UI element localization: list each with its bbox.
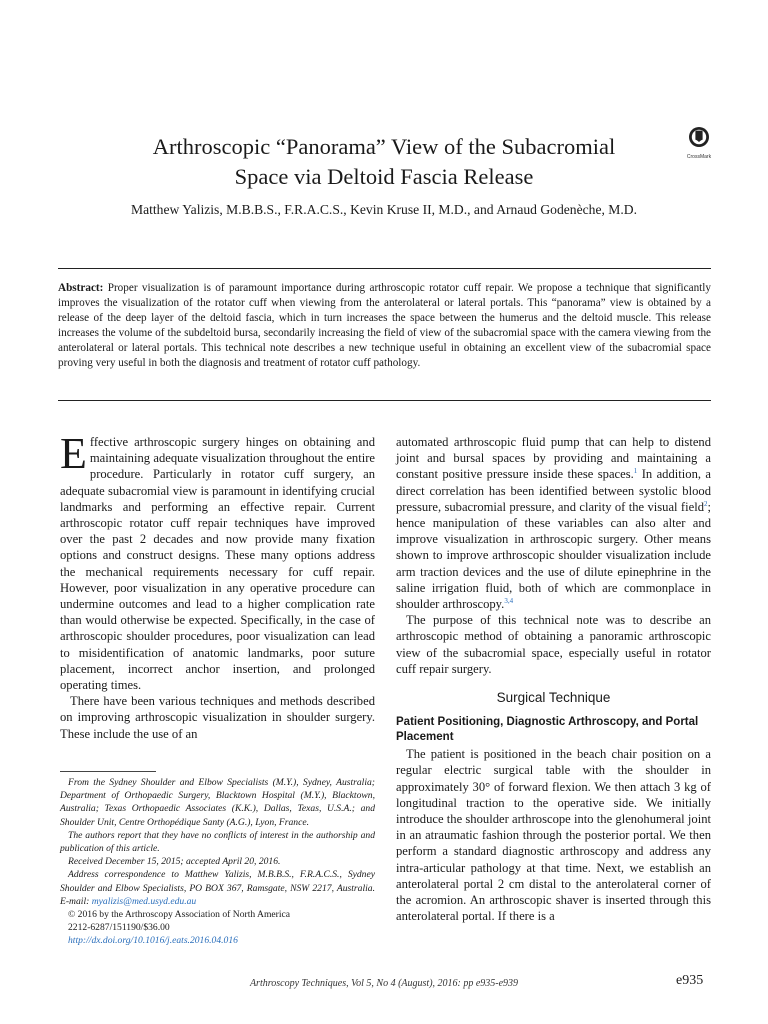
article-title (90, 132, 678, 192)
title-line-2: Space via Deltoid Fascia Release (234, 164, 534, 189)
reference-link-2[interactable]: 2 (704, 499, 708, 508)
footnote-rule (60, 771, 156, 772)
section-heading: Surgical Technique (496, 690, 611, 706)
intro-paragraph-2: There have been various techniques and methods described on improving arthroscopic visualization in shoulder surgery. These include the use of an (60, 694, 375, 741)
footnote-conflicts: The authors report that they have no conflicts of interest in the authorship and publication of this article. (60, 829, 375, 855)
crossmark-icon (688, 126, 710, 148)
abstract-text: Proper visualization is of paramount importance during arthroscopic rotator cuff repair. We propose a technique that significantly improves the visualization of the rotator cuff when viewing from the anterolateral or lateral portals. This “panorama” view is obtained by a release of the deep layer of the deltoid fascia, which in turn increases the space between the humerus and the deltoid muscle. This release increases the volume of the subdeltoid bursa, secondarily increasing the field of view of the subacromial space with the camera viewing from the anterolateral or lateral portals. This technical note describes a new technique useful in obtaining an excellent view of the subacromial space proving very useful in both the diagnosis and treatment of rotator cuff pathology. (58, 282, 711, 369)
page-number: e935 (676, 973, 704, 988)
intro-paragraph-4: The purpose of this technical note was to describe an arthroscopic method of obtaining a panoramic arthroscopic view of the subacromial space, especially useful in rotator cuff repair surgery. (396, 613, 711, 676)
footnote-affiliations: From the Sydney Shoulder and Elbow Specialists (M.Y.), Sydney, Australia; Department of Orthopaedic Surgery, Blacktown Hospital (M.Y.), Blacktown, Australia; Texas Orthopaedic Associates (K.K.), Dallas, Texas, U.S.A.; and Shoulder Unit, Centre Orthopédique Santy (A.G.), Lyon, France. (60, 777, 375, 828)
drop-cap: E (60, 429, 87, 478)
abstract (58, 281, 711, 371)
footnote-copyright: © 2016 by the Arthroscopy Association of North America (68, 909, 291, 921)
abstract-top-rule (58, 268, 711, 269)
running-footer: Arthroscopy Techniques, Vol 5, No 4 (August), 2016: pp e935-e939 (249, 978, 519, 989)
footnote-received: Received December 15, 2015; accepted April 20, 2016. (68, 856, 281, 868)
reference-link-1[interactable]: 1 (633, 467, 638, 476)
author-list: Matthew Yalizis, M.B.B.S., F.R.A.C.S., Kevin Kruse II, M.D., and Arnaud Godenèche, M.D. (130, 202, 637, 217)
title-line-1: Arthroscopic “Panorama” View of the Subacromial (152, 134, 616, 159)
footnote-doi-link[interactable]: http://dx.doi.org/10.1016/j.eats.2016.04.016 (68, 935, 238, 947)
abstract-label: Abstract: (58, 282, 104, 294)
abstract-bottom-rule (58, 400, 711, 401)
technique-paragraph-1: The patient is positioned in the beach chair position on a regular electric surgical table with the shoulder in approximately 30° of forward flexion. We then attach 3 kg of longitudinal traction to the operative side. We initially introduce the shoulder arthroscope into the glenohumeral joint in an atraumatic fashion through the posterior portal. We then perform a standard diagnostic arthroscopy and address any intra-articular pathology at that time. Next, we establish an anterolateral portal 2 cm distal to the anterolateral corner of the acromion. An arthroscopic shaver is inserted through this anterolateral portal. If there is a (396, 747, 711, 924)
intro-paragraph-1: Effective arthroscopic surgery hinges on obtaining and maintaining adequate visualization throughout the entire procedure. Particularly in rotator cuff surgery, an adequate subacromial view is paramount in identifying crucial landmarks and performing an effective repair. Current arthroscopic rotator cuff repair techniques have improved over the past 2 decades and now provide many fixation options and construct designs. These many options address the mechanical requirements necessary for cuff repair. However, poor visualization in any operative procedure can undermine outcomes and lead to a higher complication rate than would otherwise be expected. Specifically, in the case of arthroscopic shoulder procedures, poor visualization can lead to misidentification of anatomic landmarks, poor suture placement, incorrect anchor insertion, and prolonged operating times. (60, 429, 375, 693)
left-column (60, 429, 375, 742)
footnotes (60, 776, 375, 948)
reference-link-3-4[interactable]: 3,4 (504, 596, 514, 605)
footnote-correspondence: Address correspondence to Matthew Yalizis, M.B.B.S., F.R.A.C.S., Sydney Shoulder and Elbow Specialists, PO BOX 367, Ramsgate, NSW 2217, Australia. E-mail: myalizis@med.usyd.edu.au (60, 869, 375, 907)
intro-paragraph-3: automated arthroscopic fluid pump that can help to distend joint and bursal spaces by providing and maintaining a constant positive pressure inside these spaces.$^1$ In addition, a direct correlation has been identified between systolic blood pressure, subacromial pressure, and clarity of the visual field$^2$; hence manipulation of these variables can also alter and improve visualization in arthroscopic surgery. Other means shown to improve arthroscopic shoulder visualization include arm traction devices and the use of dilute epinephrine in the saline irrigation fluid, both of which are commonplace in shoulder arthroscopy.$^{3,4}$ (396, 435, 712, 612)
footnote-issn: 2212-6287/151190/$36.00 (68, 922, 170, 934)
crossmark-badge[interactable] (686, 126, 712, 160)
right-column (396, 434, 711, 924)
crossmark-label: CrossMark (686, 154, 712, 160)
subsection-heading: Patient Positioning, Diagnostic Arthroscopy, and Portal Placement (396, 716, 699, 744)
author-email-link[interactable]: myalizis@med.usyd.edu.au (91, 895, 197, 907)
